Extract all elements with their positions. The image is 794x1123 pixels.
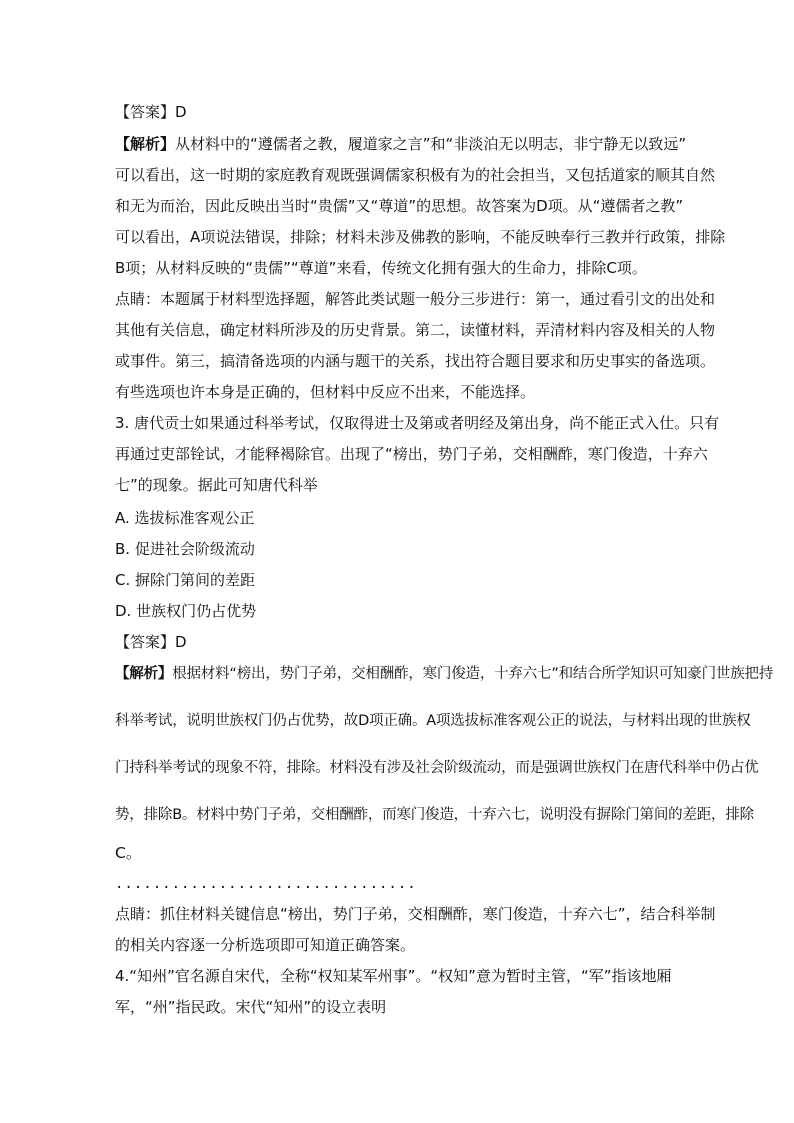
analysis-text: 根据材料“榜出，势门子弟，交相酬酢，寒门俊造，十弃六七”和结合所学知识可知豪门世族把持: [172, 666, 774, 682]
option-a: A. 选拔标准客观公正: [115, 509, 255, 527]
analysis-label: 【解析】: [115, 135, 176, 153]
analysis-line: [115, 134, 686, 154]
analysis-line: 可以看出，这一时期的家庭教育观既强调儒家积极有为的社会担当，又包括道家的顺其自然: [115, 166, 716, 184]
analysis-line: B项；从材料反映的“贵儒”“尊道”来看，传统文化拥有强大的生命力，排除C项。: [115, 259, 647, 277]
option-b: B. 促进社会阶级流动: [115, 540, 255, 558]
analysis-text: 从材料中的“遵儒者之教，履道家之言”和“非淡泊无以明志，非宁静无以致远”: [175, 135, 687, 153]
analysis-line: [115, 664, 773, 684]
comment-line: 或事件。第三，搞清备选项的内涵与题干的关系，找出符合题目要求和历史事实的备选项。: [115, 352, 716, 370]
option-d: D. 世族权门仍占优势: [115, 602, 257, 620]
answer-label: 【答案】D: [115, 633, 187, 651]
question-stem: 再通过吏部铨试，才能释褐除官。出现了“榜出，势门子弟，交相酬酢，寒门俊造，十弃六: [115, 445, 708, 463]
question-stem: 4.“知州”官名源自宋代，全称“权知某军州事”。“权知”意为暂时主管，“军”指该地厢: [115, 967, 672, 985]
comment-line: 有些选项也许本身是正确的，但材料中反应不出来，不能选择。: [115, 383, 536, 401]
comment-line: 点睛：本题属于材料型选择题，解答此类试题一般分三步进行：第一，通过看引文的出处和: [115, 290, 716, 308]
analysis-line: 科举考试，说明世族权门仍占优势，故D项正确。A项选拔标准客观公正的说法，与材料出现的世族权: [115, 713, 751, 729]
question-stem: 3. 唐代贡士如果通过科举考试，仅取得进士及第或者明经及第出身，尚不能正式入仕。只有: [115, 414, 720, 432]
analysis-label: 【解析】: [115, 666, 173, 682]
dotted-separator: ................................: [115, 876, 417, 892]
analysis-line: 可以看出，A项说法错误，排除；材料未涉及佛教的影响，不能反映奉行三教并行政策，排除: [115, 228, 726, 246]
option-c: C. 摒除门第间的差距: [115, 571, 256, 589]
comment-line: 的相关内容逐一分析选项即可知道正确答案。: [115, 936, 416, 954]
comment-line: 其他有关信息，确定材料所涉及的历史背景。第二，读懂材料，弄清材料内容及相关的人物: [115, 321, 716, 339]
analysis-line: C。: [115, 844, 142, 862]
analysis-line: 和无为而治，因此反映出当时“贵儒”又“尊道”的思想。故答案为D项。从“遵儒者之教”: [115, 197, 684, 215]
question-stem: 七”的现象。据此可知唐代科举: [115, 476, 318, 494]
answer-label: 【答案】D: [115, 103, 187, 121]
question-stem: 军，“州”指民政。宋代“知州”的设立表明: [115, 998, 387, 1016]
analysis-line: 势，排除B。材料中势门子弟，交相酬酢，而寒门俊造，十弃六七，说明没有摒除门第间的差距，排除: [115, 807, 754, 823]
comment-line: 点睛：抓住材料关键信息“榜出，势门子弟，交相酬酢，寒门俊造，十弃六七”，结合科举制: [115, 905, 716, 923]
analysis-line: 门持科举考试的现象不符，排除。材料没有涉及社会阶级流动，而是强调世族权门在唐代科举中仍占优: [115, 760, 759, 776]
